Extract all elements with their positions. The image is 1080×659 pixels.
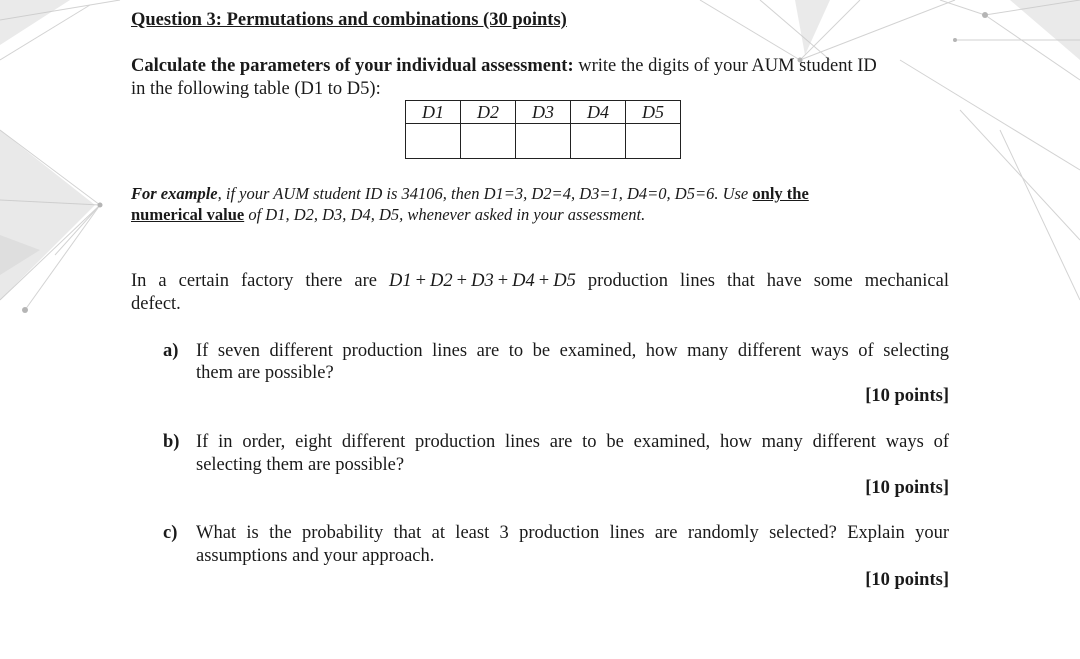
part-a-line-1: If seven different production lines are to be examined, how many different ways of selecting: [196, 341, 949, 361]
numerical-value-emphasis: numerical value: [131, 205, 245, 224]
intro-line-1: [131, 270, 949, 292]
digit-cell-d5[interactable]: [626, 124, 681, 159]
digit-cell-d1[interactable]: [406, 124, 461, 159]
term-d1: D1: [388, 271, 412, 291]
term-d3: D3: [471, 271, 494, 291]
part-b-label: b): [163, 432, 180, 452]
part-a-line-2: them are possible?: [196, 363, 334, 383]
header-d1: D1: [406, 101, 461, 124]
plus-sign: +: [538, 271, 550, 291]
production-lines-sum: [389, 271, 576, 291]
example-line-1: [131, 183, 809, 205]
instructions-line-2: in the following table (D1 to D5):: [131, 79, 381, 99]
part-a-label: a): [163, 341, 179, 361]
header-d3: D3: [516, 101, 571, 124]
example-text-2: of D1, D2, D3, D4, D5, whenever asked in your assessment.: [244, 205, 646, 224]
intro-line-2: defect.: [131, 294, 181, 314]
part-c-label: c): [163, 523, 178, 543]
part-a-points: [10 points]: [865, 386, 949, 406]
example-line-2: [131, 204, 645, 226]
intro-prefix: In a certain factory there are: [131, 271, 389, 291]
example-text-1: , if your AUM student ID is 34106, then D1=3, D2=4, D3=1, D4=0, D5=6. Use: [217, 184, 753, 203]
header-d2: D2: [461, 101, 516, 124]
instructions-bold-lead: Calculate the parameters of your individual assessment:: [131, 56, 574, 76]
intro-suffix: production lines that have some mechanical: [575, 271, 949, 291]
part-b-points: [10 points]: [865, 478, 949, 498]
instructions-rest: write the digits of your AUM student ID: [573, 56, 877, 76]
digit-cell-d2[interactable]: [461, 124, 516, 159]
part-b-line-1: If in order, eight different production lines are to be examined, how many different ways of: [196, 432, 949, 452]
term-d5: D5: [553, 271, 576, 291]
term-d4: D4: [512, 271, 535, 291]
instructions-line-1: [131, 55, 877, 77]
example-lead: For example: [131, 184, 218, 203]
term-d2: D2: [430, 271, 453, 291]
digit-cell-d3[interactable]: [516, 124, 571, 159]
part-b-line-2: selecting them are possible?: [196, 455, 405, 475]
header-d4: D4: [571, 101, 626, 124]
student-id-digits-table: [405, 100, 681, 159]
plus-sign: +: [456, 271, 468, 291]
question-title: Question 3: Permutations and combinations (30 points): [131, 10, 567, 30]
only-the-emphasis: only the: [752, 184, 809, 203]
digit-cell-d4[interactable]: [571, 124, 626, 159]
part-c-line-2: assumptions and your approach.: [196, 546, 435, 566]
part-c-points: [10 points]: [865, 570, 949, 590]
header-d5: D5: [626, 101, 681, 124]
part-c-line-1: What is the probability that at least 3 production lines are randomly selected? Explain your: [196, 523, 949, 543]
plus-sign: +: [497, 271, 509, 291]
plus-sign: +: [415, 271, 427, 291]
